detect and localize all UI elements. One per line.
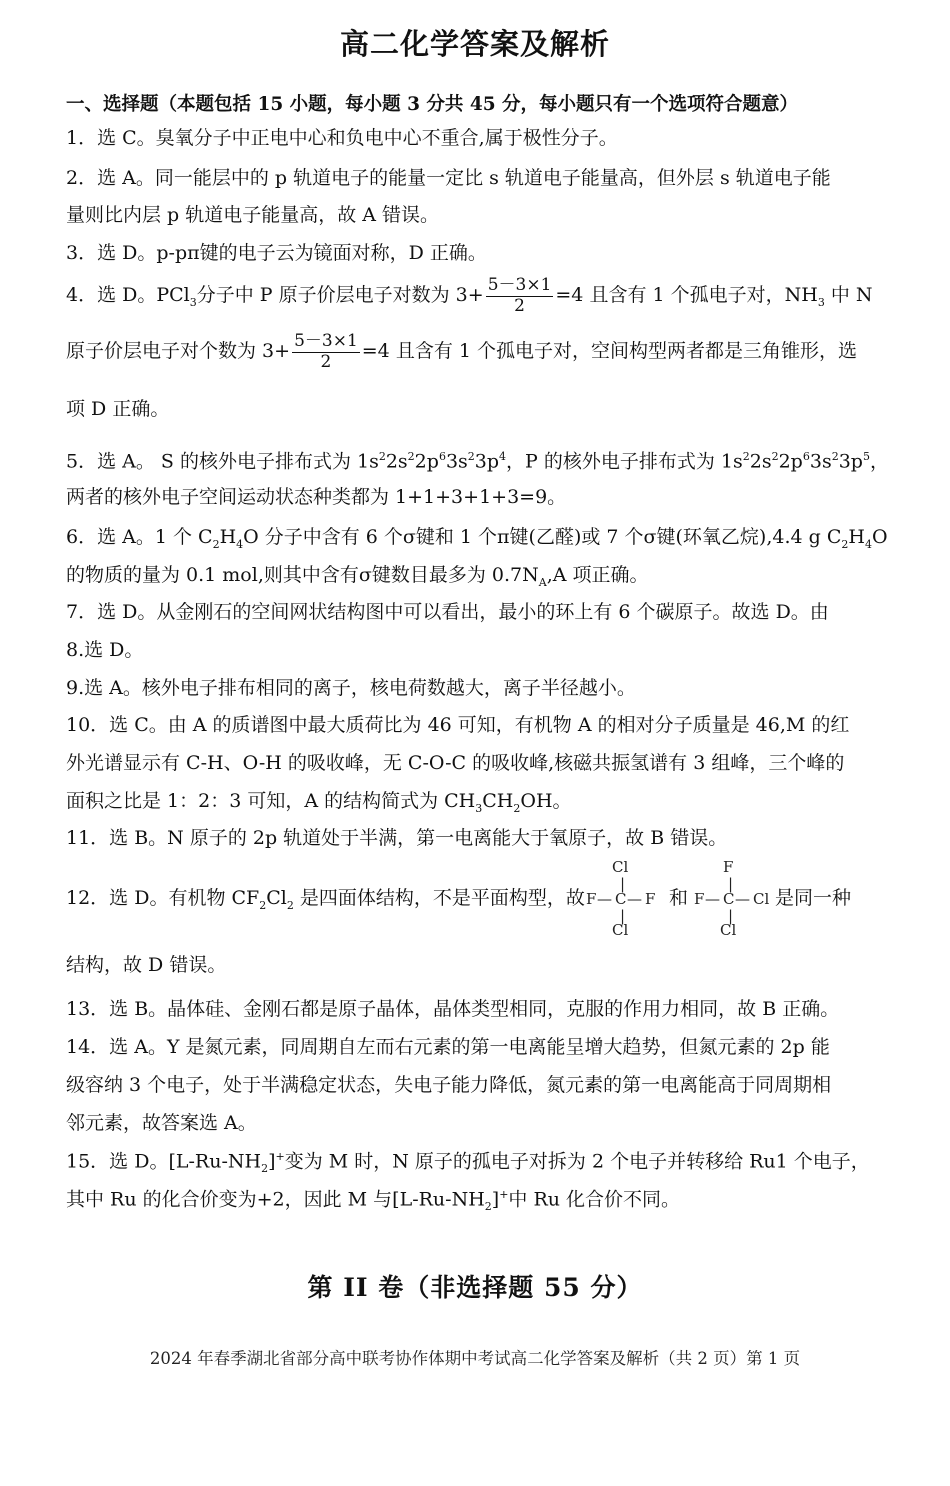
answer-14-line-2: 级容纳 3 个电子，处于半满稳定状态，失电子能力降低，氮元素的第一电离能高于同周期相 [66,1074,832,1096]
fraction: $\frac{5-3\times 1}{2}$ [487,275,552,316]
structure-formula-2: F | F — C — Cl | Cl [694,858,770,939]
answer-9: 9.选 A。核外电子排布相同的离子，核电荷数越大，离子半径越小。 [66,677,636,699]
answer-14-line-3: 邻元素，故答案选 A。 [66,1112,257,1134]
answer-2-line-1: 2．选 A。同一能层中的 p 轨道电子的能量一定比 s 轨道电子能量高，但外层 s 轨道电子能 [66,167,831,189]
answer-15-line-1: 15．选 D。$[L-Ru-NH_2]^+$变为 M 时，N 原子的孤电子对拆为 2 个电子并转移给 Ru1 个电子， [66,1150,870,1176]
page-footer: 2024 年春季湖北省部分高中联考协作体期中考试高二化学答案及解析（共 2 页）第 1 页 [149,1349,801,1368]
answer-11: 11．选 B。N 原子的 2p 轨道处于半满，第一电离能大于氧原子，故 B 错误。 [66,827,728,849]
answer-1: 1．选 C。臭氧分子中正电中心和负电中心不重合,属于极性分子。 [66,127,618,149]
answer-12-line-1: 12．选 D。有机物 $CF_2Cl_2$ 是四面体结构，不是平面构型，故 [66,887,585,912]
answer-4-line-2: 原子价层电子对个数为 3+ $\frac{5-3\times 1}{2}$ =4 且含有 1 个孤电子对，空间构型两者都是三角锥形，选 [66,331,857,372]
answer-5-line-2: 两者的核外电子空间运动状态种类都为 1+1+3+1+3=9。 [66,486,567,508]
answer-13: 13．选 B。晶体硅、金刚石都是原子晶体，晶体类型相同，克服的作用力相同，故 B 正确。 [66,998,840,1020]
answer-10-line-3: 面积之比是 1：2：3 可知，A 的结构简式为 $CH_3CH_2OH$。 [66,790,572,815]
part-two-heading: 第 II 卷（非选择题 55 分） [307,1273,643,1302]
answer-5-line-1: 5．选 A。 S 的核外电子排布式为 $1s^22s^22p^63s^23p^4$，P 的核外电子排布式为 $1s^22s^22p^63s^23p^5$， [66,450,889,473]
answer-10-line-2: 外光谱显示有 C-H、O-H 的吸收峰，无 C-O-C 的吸收峰,核磁共振氢谱有 3 组峰，三个峰的 [66,752,845,774]
and-text: 和 [669,887,689,909]
answer-3: 3．选 D。p-pπ键的电子云为镜面对称，D 正确。 [66,242,487,264]
answer-8: 8.选 D。 [66,639,144,661]
answer-2-line-2: 量则比内层 p 轨道电子能量高，故 A 错误。 [66,204,440,226]
answer-4-line-3: 项 D 正确。 [66,398,170,420]
fraction: $\frac{5-3\times 1}{2}$ [294,331,358,372]
answer-14-line-1: 14．选 A。Y 是氮元素，同周期自左而右元素的第一电离能呈增大趋势，但氮元素的 2p 能 [66,1036,830,1058]
answer-10-line-1: 10．选 C。由 A 的质谱图中最大质荷比为 46 可知，有机物 A 的相对分子质量是 46,M 的红 [66,714,850,736]
page-title: 高二化学答案及解析 [339,27,610,61]
section-heading: 一、选择题（本题包括 15 小题，每小题 3 分共 45 分，每小题只有一个选项符合题意） [66,94,799,115]
structure-formula-1: Cl | F — C — F | Cl [586,858,656,939]
answer-12-line-2: 结构，故 D 错误。 [66,954,227,976]
answer-12-tail: 是同一种 [775,887,852,909]
answer-7: 7．选 D。从金刚石的空间网状结构图中可以看出，最小的环上有 6 个碳原子。故选 D。由 [66,601,829,623]
answer-6-line-2: 的物质的量为 0.1 mol,则其中含有σ键数目最多为 $0.7N_A,A$ 项正确。 [66,564,649,589]
answer-6-line-1: 6．选 A。1 个 $C_2H_4O$ 分子中含有 6 个σ键和 1 个π键(乙醛)或 7 个σ键(环氧乙烷),4.4 g $C_2H_4O$ [66,526,888,551]
answer-15-line-2: 其中 Ru 的化合价变为+2，因此 M 与$[L-Ru-NH_2]^+$中 Ru 化合价不同。 [66,1188,681,1214]
answer-4-line-1: 4．选 D。PCl$_3$分子中 P 原子价层电子对数为 3+ $\frac{5-3\times 1}{2}$ =4 且含有 1 个孤电子对，$NH_3$ 中 N [66,275,873,316]
